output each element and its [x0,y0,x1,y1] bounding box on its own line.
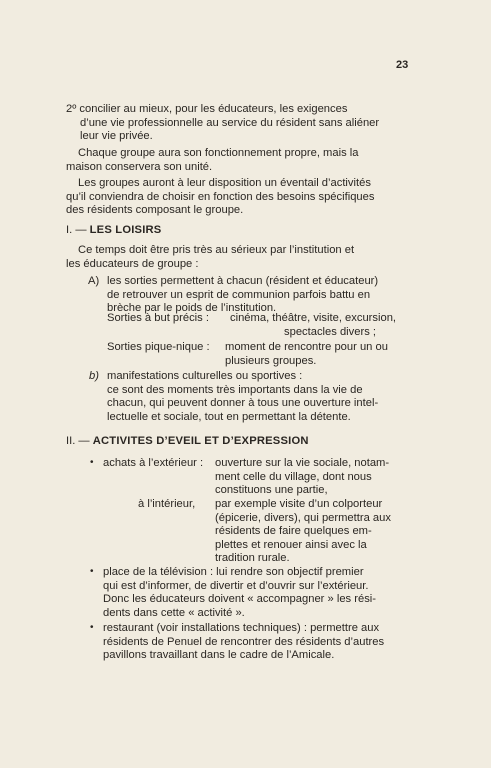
text-line: place de la télévision : lui rendre son objectif premier [103,566,364,578]
section-heading-2 [66,435,309,449]
section1-intro [66,244,408,271]
bullet-icon: • [90,457,94,468]
item-b-text [107,370,408,424]
text-line: constituons une partie, [215,484,328,497]
text-line: cinéma, théâtre, visite, excursion, [230,312,397,324]
text-line: 2º concilier au mieux, pour les éducateurs, les exigences [66,103,348,115]
text-line: restaurant (voir installations techniques) : permettre aux [103,622,380,634]
text-line: des résidents composant le groupe. [66,204,244,217]
text-line: ouverture sur la vie sociale, notam- [215,457,390,469]
text-line: lectuelle et sociale, tout en permettant la détente. [107,410,351,423]
intro-item-2 [66,103,408,144]
section-title: LES LOISIRS [89,224,162,236]
text-line: Les groupes auront à leur disposition un éventail d’activités [78,177,371,189]
sorties-but-text [230,312,408,339]
item-marker-a: A) [88,275,100,287]
bullet-icon: • [90,622,94,633]
item-a-text [107,275,408,316]
text-line: (épicerie, divers), qui permettra aux [215,511,391,524]
text-line: pavillons travaillant dans le cadre de l’Amicale. [103,649,335,662]
text-line: dents dans cette « activité ». [103,606,245,619]
text-line: résidents de Penuel de rencontrer des résidents d’autres [103,635,385,648]
text-line: plettes et renouer ainsi avec la [215,538,367,551]
section-number: I. — [66,224,87,236]
sorties-but-label: Sorties à but précis : [107,312,209,324]
item-marker-b: b) [89,370,99,382]
text-line: les sorties permettent à chacun (résident et éducateur) [107,275,379,287]
page-number: 23 [396,59,409,71]
text-line: plusieurs groupes. [225,354,317,367]
intro-paragraph-2 [66,177,408,218]
text-line: Donc les éducateurs doivent « accompagner » les rési- [103,593,376,606]
text-line: moment de rencontre pour un ou [225,341,388,353]
text-line: qu’il conviendra de choisir en fonction des besoins spécifiques [66,190,375,203]
text-line: de retrouver un esprit de communion parfois battu en [107,288,371,301]
text-line: maison conservera son unité. [66,160,213,173]
text-line: par exemple visite d’un colporteur [215,498,383,510]
text-line: d’une vie professionnelle au service du résident sans aliéner [80,116,380,129]
text-line: qui est d’informer, de divertir et d’ouvrir sur l’extérieur. [103,579,369,592]
text-line: résidents de faire quelques em- [215,525,372,538]
restaurant-text [103,622,408,663]
section-number: II. — [66,435,90,447]
text-line: Chaque groupe aura son fonctionnement propre, mais la [78,147,359,159]
text-line: leur vie privée. [80,130,153,143]
sorties-pique-text [225,341,408,368]
text-line: les éducateurs de groupe : [66,257,199,270]
section-heading-1 [66,224,161,238]
text-line: tradition rurale. [215,552,290,565]
text-line: manifestations culturelles ou sportives : [107,370,303,382]
sorties-pique-label: Sorties pique-nique : [107,341,210,353]
text-line: ce sont des moments très importants dans la vie de [107,383,363,396]
bullet-icon: • [90,566,94,577]
text-line: chacun, qui peuvent donner à tous une ouverture intel- [107,397,379,410]
text-line: Ce temps doit être pris très au sérieux par l’institution et [78,244,355,256]
intro-paragraph-1 [66,147,408,174]
achats-label: achats à l’extérieur : [103,457,204,469]
interieur-text [215,498,408,566]
interieur-label: à l’intérieur, [138,498,196,510]
section-title: ACTIVITES D’EVEIL ET D’EXPRESSION [92,435,309,447]
text-line: ment celle du village, dont nous [215,470,372,483]
text-line: spectacles divers ; [284,325,377,338]
achats-text [215,457,408,498]
television-text [103,566,408,620]
text-line: brèche par le poids de l’institution. [107,302,277,315]
